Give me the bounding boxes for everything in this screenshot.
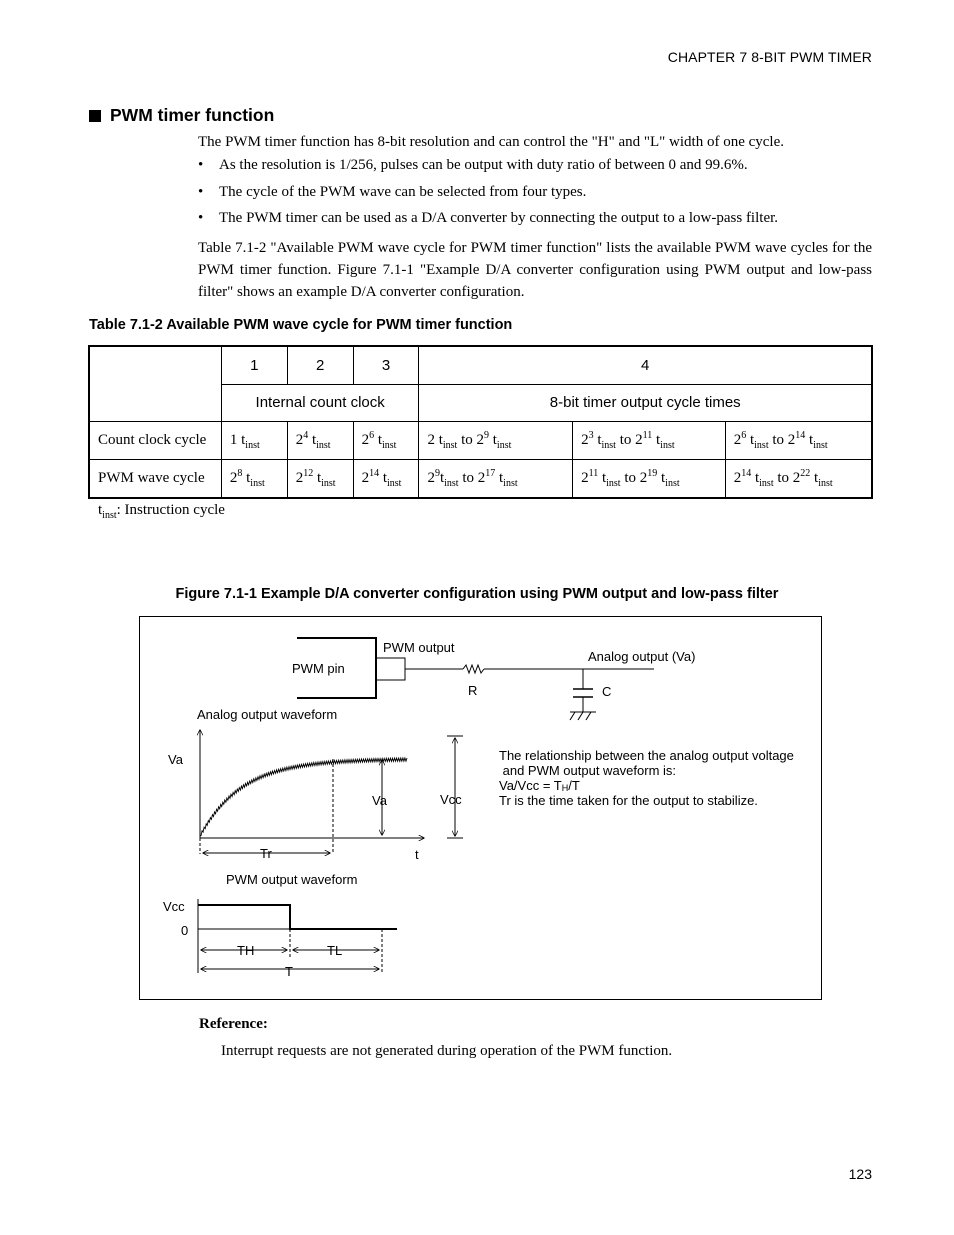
pwm-vcc-label: Vcc <box>163 899 185 914</box>
th-label: TH <box>237 943 255 958</box>
cycle-exponent: 19 <box>647 467 658 479</box>
cycle-coefficient: 2 <box>639 469 648 486</box>
table-cell <box>419 421 573 459</box>
table-corner-cell <box>89 346 221 421</box>
relationship-line: Tr is the time taken for the output to stabilize. <box>499 793 758 808</box>
range-word: to <box>457 431 477 448</box>
table-cell <box>725 459 872 498</box>
col-number-2: 2 <box>287 346 353 384</box>
relationship-line: and PWM output waveform is: <box>499 763 677 778</box>
table-cell <box>221 421 287 459</box>
note-unit: t <box>98 502 103 518</box>
cycle-unit-sub: inst <box>754 439 769 451</box>
group-header-internal-clock: Internal count clock <box>221 384 419 421</box>
tr-label: Tr <box>260 846 272 861</box>
cycle-unit: t <box>495 469 504 486</box>
analog-output-label: Analog output (Va) <box>588 649 696 664</box>
cycle-unit: t <box>379 469 387 486</box>
formula-sub: H <box>561 783 569 793</box>
ground-symbol <box>570 712 596 720</box>
cycle-unit-sub: inst <box>665 477 680 489</box>
pwm-zero-label: 0 <box>181 923 189 938</box>
table-cell <box>221 459 287 498</box>
cycle-coefficient: 2 <box>787 431 796 448</box>
cycle-coefficient: 2 <box>295 469 304 486</box>
bullet-dot-icon: • <box>198 184 204 200</box>
bullet-item <box>198 157 748 174</box>
cycle-exponent: 14 <box>741 467 752 479</box>
cycle-unit-sub: inst <box>387 477 402 489</box>
cycle-unit-sub: inst <box>444 477 459 489</box>
cycle-coefficient: 2 <box>361 431 370 448</box>
pwm-pin-box <box>376 658 405 680</box>
col-number-4: 4 <box>419 346 872 384</box>
pwm-waveform-plot <box>198 899 397 973</box>
period-label: T <box>285 964 293 979</box>
cycle-unit-sub: inst <box>382 439 397 451</box>
cycle-unit-sub: inst <box>245 439 260 451</box>
cycle-unit: t <box>374 431 382 448</box>
cycle-unit-sub: inst <box>660 439 675 451</box>
cycle-exponent: 17 <box>485 467 496 479</box>
cycle-exponent: 11 <box>642 429 653 441</box>
cycle-exponent: 11 <box>588 467 599 479</box>
analog-waveform-title: Analog output waveform <box>197 707 338 722</box>
pwm-waveform-title: PWM output waveform <box>226 872 358 887</box>
cycle-exponent: 4 <box>303 429 309 441</box>
cycle-unit: t <box>746 431 755 448</box>
range-word: to <box>458 469 478 486</box>
formula-tail: /T <box>568 778 580 793</box>
resistor-label: R <box>468 683 478 698</box>
cycle-exponent: 6 <box>369 429 375 441</box>
relationship-line: The relationship between the analog output voltage <box>499 748 794 763</box>
cycle-unit-sub: inst <box>250 477 265 489</box>
pwm-square-wave <box>198 905 397 929</box>
intro-paragraph: The PWM timer function has 8-bit resolution and can control the "H" and "L" width of one cycle. <box>198 134 785 150</box>
cycle-unit: t <box>434 431 443 448</box>
col-number-3: 3 <box>353 346 419 384</box>
range-word: to <box>768 431 788 448</box>
bullet-item <box>198 210 778 227</box>
vcc-level-label: Vcc <box>440 792 462 807</box>
cycle-unit-sub: inst <box>503 477 518 489</box>
cycle-unit: t <box>308 431 317 448</box>
cycle-unit: t <box>242 469 251 486</box>
analog-waveform-plot <box>200 730 463 854</box>
description-paragraph: Table 7.1-2 "Available PWM wave cycle for PWM timer function" lists the available PWM wave cycles for the PWM timer function. Figure 7.1-1 "Example D/A converter configuration using PWM output and low-pass filter" shows an example D/A converter configuration. <box>198 240 872 300</box>
resistor-symbol <box>463 665 484 673</box>
cycle-exponent: 14 <box>369 467 380 479</box>
cycle-unit: t <box>313 469 322 486</box>
cycle-unit-sub: inst <box>601 439 616 451</box>
figure-caption: Figure 7.1-1 Example D/A converter configuration using PWM output and low-pass filter <box>175 586 779 602</box>
cycle-exponent: 6 <box>741 429 747 441</box>
table-cell <box>419 459 573 498</box>
cycle-coefficient: 2 <box>581 469 589 486</box>
cycle-coefficient: 1 <box>229 431 238 448</box>
note-label: : Instruction cycle <box>116 502 225 518</box>
cycle-exponent: 14 <box>795 429 806 441</box>
chapter-header: CHAPTER 7 8-BIT PWM TIMER <box>667 49 872 65</box>
formula-main: Va/Vcc = T <box>499 778 562 793</box>
square-bullet-icon <box>89 110 101 122</box>
cycle-unit: t <box>657 469 666 486</box>
range-word: to <box>620 469 640 486</box>
bullet-dot-icon: • <box>198 210 204 226</box>
cycle-exponent: 3 <box>588 429 594 441</box>
bullet-text: The PWM timer can be used as a D/A converter by connecting the output to a low-pass filter. <box>219 210 779 226</box>
table-row <box>89 421 872 459</box>
relationship-note <box>499 748 794 808</box>
row-label: PWM wave cycle <box>89 459 221 498</box>
pwm-pin-label: PWM pin <box>292 661 345 676</box>
table-cell <box>725 421 872 459</box>
va-axis-label: Va <box>168 752 183 767</box>
cycle-unit-sub: inst <box>759 477 774 489</box>
cycle-unit-sub: inst <box>316 439 331 451</box>
table-cell <box>573 421 726 459</box>
cycle-unit-sub: inst <box>606 477 621 489</box>
cycle-unit-sub: inst <box>442 439 458 451</box>
relationship-formula <box>499 778 580 793</box>
cycle-unit: t <box>805 431 814 448</box>
range-word: to <box>773 469 793 486</box>
cycle-coefficient: 2 <box>477 469 486 486</box>
cycle-unit-sub: inst <box>321 477 336 489</box>
cycle-unit: t <box>652 431 661 448</box>
bullet-text: As the resolution is 1/256, pulses can be output with duty ratio of between 0 and 99.6%. <box>219 157 748 173</box>
table-note <box>98 502 225 521</box>
reference-title: Reference: <box>199 1016 268 1032</box>
da-converter-figure <box>139 616 822 1000</box>
cycle-unit: t <box>751 469 760 486</box>
t-axis-label: t <box>415 847 419 862</box>
cycle-unit: t <box>593 431 602 448</box>
tl-label: TL <box>327 943 343 958</box>
row-label: Count clock cycle <box>89 421 221 459</box>
table-cell <box>353 421 419 459</box>
cycle-coefficient: 2 <box>792 469 801 486</box>
col-number-1: 1 <box>221 346 287 384</box>
cycle-unit: t <box>598 469 607 486</box>
capacitor-label: C <box>602 684 612 699</box>
cycle-unit: t <box>810 469 819 486</box>
cycle-exponent: 12 <box>303 467 314 479</box>
cycle-exponent: 9 <box>434 467 440 479</box>
cycle-exponent: 8 <box>237 467 243 479</box>
pwm-cycle-table <box>88 345 873 499</box>
section-title <box>89 105 274 126</box>
cycle-unit: t <box>237 431 246 448</box>
group-header-timer-output: 8-bit timer output cycle times <box>419 384 872 421</box>
cycle-exponent: 9 <box>484 429 489 441</box>
cycle-coefficient: 2 <box>427 469 435 486</box>
table-row <box>89 459 872 498</box>
bullet-item <box>198 184 586 201</box>
note-unit-sub: inst <box>102 510 117 521</box>
cycle-unit: t <box>439 469 445 486</box>
table-cell <box>573 459 726 498</box>
table-cell <box>287 459 353 498</box>
pwm-output-label: PWM output <box>383 640 455 655</box>
cycle-unit: t <box>489 431 497 448</box>
cycle-coefficient: 2 <box>733 431 742 448</box>
va-level-label: Va <box>372 793 387 808</box>
cycle-coefficient: 2 <box>635 431 643 448</box>
cycle-coefficient: 2 <box>361 469 370 486</box>
cycle-coefficient: 2 <box>427 431 435 448</box>
bullet-dot-icon: • <box>198 157 204 173</box>
cycle-coefficient: 2 <box>295 431 304 448</box>
bullet-text: The cycle of the PWM wave can be selected from four types. <box>219 184 587 200</box>
cycle-coefficient: 2 <box>581 431 589 448</box>
table-cell <box>287 421 353 459</box>
table-caption: Table 7.1-2 Available PWM wave cycle for PWM timer function <box>89 317 513 333</box>
cycle-coefficient: 2 <box>476 431 484 448</box>
cycle-unit-sub: inst <box>818 477 833 489</box>
cycle-coefficient: 2 <box>229 469 238 486</box>
cycle-unit-sub: inst <box>496 439 512 451</box>
cycle-coefficient: 2 <box>733 469 742 486</box>
page-number: 123 <box>848 1166 872 1182</box>
reference-text: Interrupt requests are not generated during operation of the PWM function. <box>221 1043 673 1059</box>
range-word: to <box>615 431 636 448</box>
section-title-text: PWM timer function <box>110 105 275 125</box>
cycle-exponent: 22 <box>800 467 811 479</box>
cycle-unit-sub: inst <box>813 439 828 451</box>
table-cell <box>353 459 419 498</box>
